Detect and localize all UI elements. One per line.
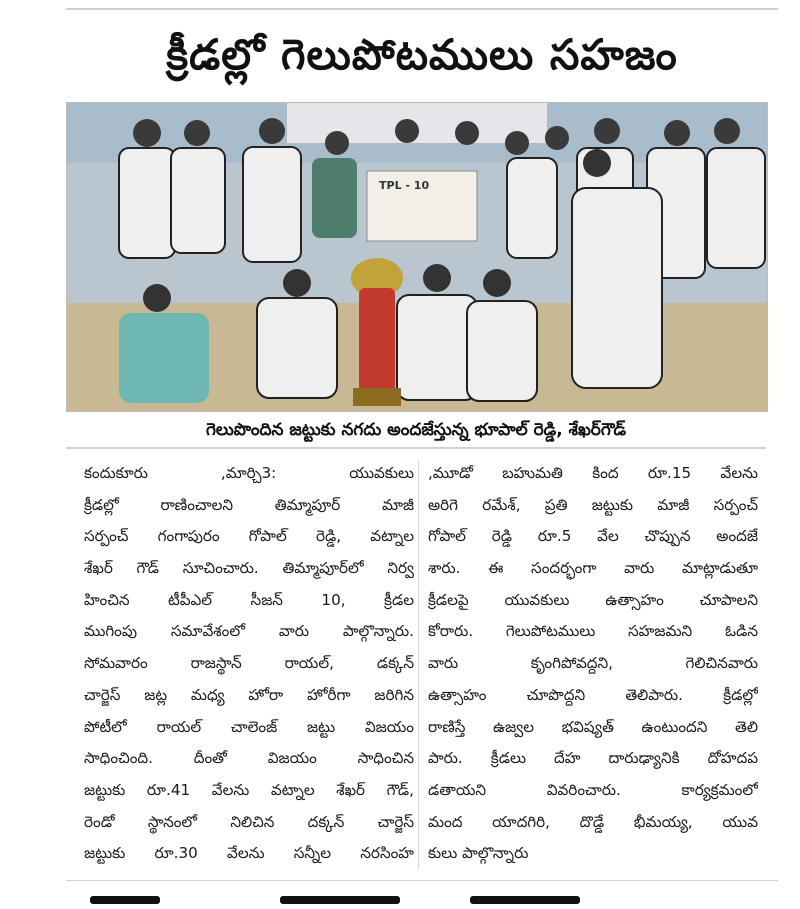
bottom-rule bbox=[66, 880, 778, 881]
body-line: రెండో స్థానంలో నిలిచిన దక్కన్ చార్జెస్ bbox=[84, 812, 414, 831]
body-line: ఉత్సాహం చూపొద్దని తెలిపారు. క్రీడల్లో bbox=[428, 685, 758, 704]
top-rule bbox=[66, 8, 778, 10]
body-line: అరిగె రమేశ్, ప్రతి జట్టుకు మాజీ సర్పంచ్ bbox=[428, 495, 758, 514]
body-line: చార్జెస్ జట్ల మధ్య హోరా హోరీగా జరిగిన bbox=[84, 685, 414, 704]
article-body-right-column bbox=[428, 458, 758, 870]
body-line: ముగింపు సమావేశంలో వారు పాల్గొన్నారు. bbox=[84, 622, 414, 641]
body-line: జట్టుకు రూ.30 వేలను సన్నీల నరసింహ bbox=[84, 844, 414, 863]
body-line: సాధించింది. దీంతో విజయం సాధించిన bbox=[84, 749, 414, 768]
article-headline: క్రీడల్లో గెలుపోటములు సహజం bbox=[166, 30, 678, 79]
photo-banner-text: TPL - 10 bbox=[379, 179, 430, 192]
body-line: పోటీలో రాయల్ చాలెంజ్ జట్టు విజయం bbox=[84, 717, 414, 736]
body-line: క్రీడల్లో రాణించాలని తిమ్మాపూర్ మాజీ bbox=[84, 495, 414, 514]
body-line: గోపాల్ రెడ్డి రూ.5 వేల చొప్పున అందజే bbox=[428, 527, 758, 546]
body-line: పారు. క్రీడలు దేహ దారుఢ్యానికి దోహదప bbox=[428, 749, 758, 768]
body-line: జట్టుకు రూ.41 వేలను వట్నాల శేఖర్ గౌడ్, bbox=[84, 780, 414, 799]
body-line: కులు పాల్గొన్నారు bbox=[428, 844, 529, 863]
next-article-headline-fragment bbox=[90, 888, 790, 909]
body-line: డతాయని వివరించారు. కార్యక్రమంలో bbox=[428, 780, 758, 799]
body-line: వారు కృంగిపోవద్దని, గెలిచినవారు bbox=[428, 654, 758, 673]
body-line: సర్పంచ్ గంగాపురం గోపాల్ రెడ్డి, వట్నాల bbox=[84, 527, 414, 546]
body-line: సోమవారం రాజస్థాన్ రాయల్, డక్కన్ bbox=[84, 654, 414, 673]
body-line: శారు. ఈ సందర్భంగా వారు మాట్లాడుతూ bbox=[428, 559, 758, 578]
article-body-left-column bbox=[84, 458, 414, 870]
photo-caption: గెలుపొందిన జట్టుకు నగదు అందజేస్తున్న భూపాల్ రెడ్డి, శేఖర్‌గౌడ్ bbox=[66, 413, 766, 449]
body-line: హించిన టీపీఎల్ సీజన్ 10, క్రీడల bbox=[84, 590, 414, 609]
team-photo bbox=[66, 102, 768, 412]
body-line: కందుకూరు ,మార్చి3: యువకులు bbox=[84, 464, 414, 482]
body-line: మంద యాదగిరి, దొడ్డే భీమయ్య, యువ bbox=[428, 812, 758, 831]
body-line: కోరారు. గెలుపోటములు సహజమని ఓడిన bbox=[428, 622, 758, 641]
body-line: శేఖర్ గౌడ్ సూచించారు. తిమ్మాపూర్‌లో నిర్వ bbox=[84, 559, 414, 578]
body-line: ,మూడో బహుమతి కింద రూ.15 వేలను bbox=[428, 464, 758, 482]
body-line: రాణిస్తే ఉజ్వల భవిష్యత్ ఉంటుందని తెలి bbox=[428, 717, 758, 736]
body-line: క్రీడలపై యువకులు ఉత్సాహం చూపాలని bbox=[428, 590, 758, 609]
column-divider bbox=[418, 460, 419, 870]
